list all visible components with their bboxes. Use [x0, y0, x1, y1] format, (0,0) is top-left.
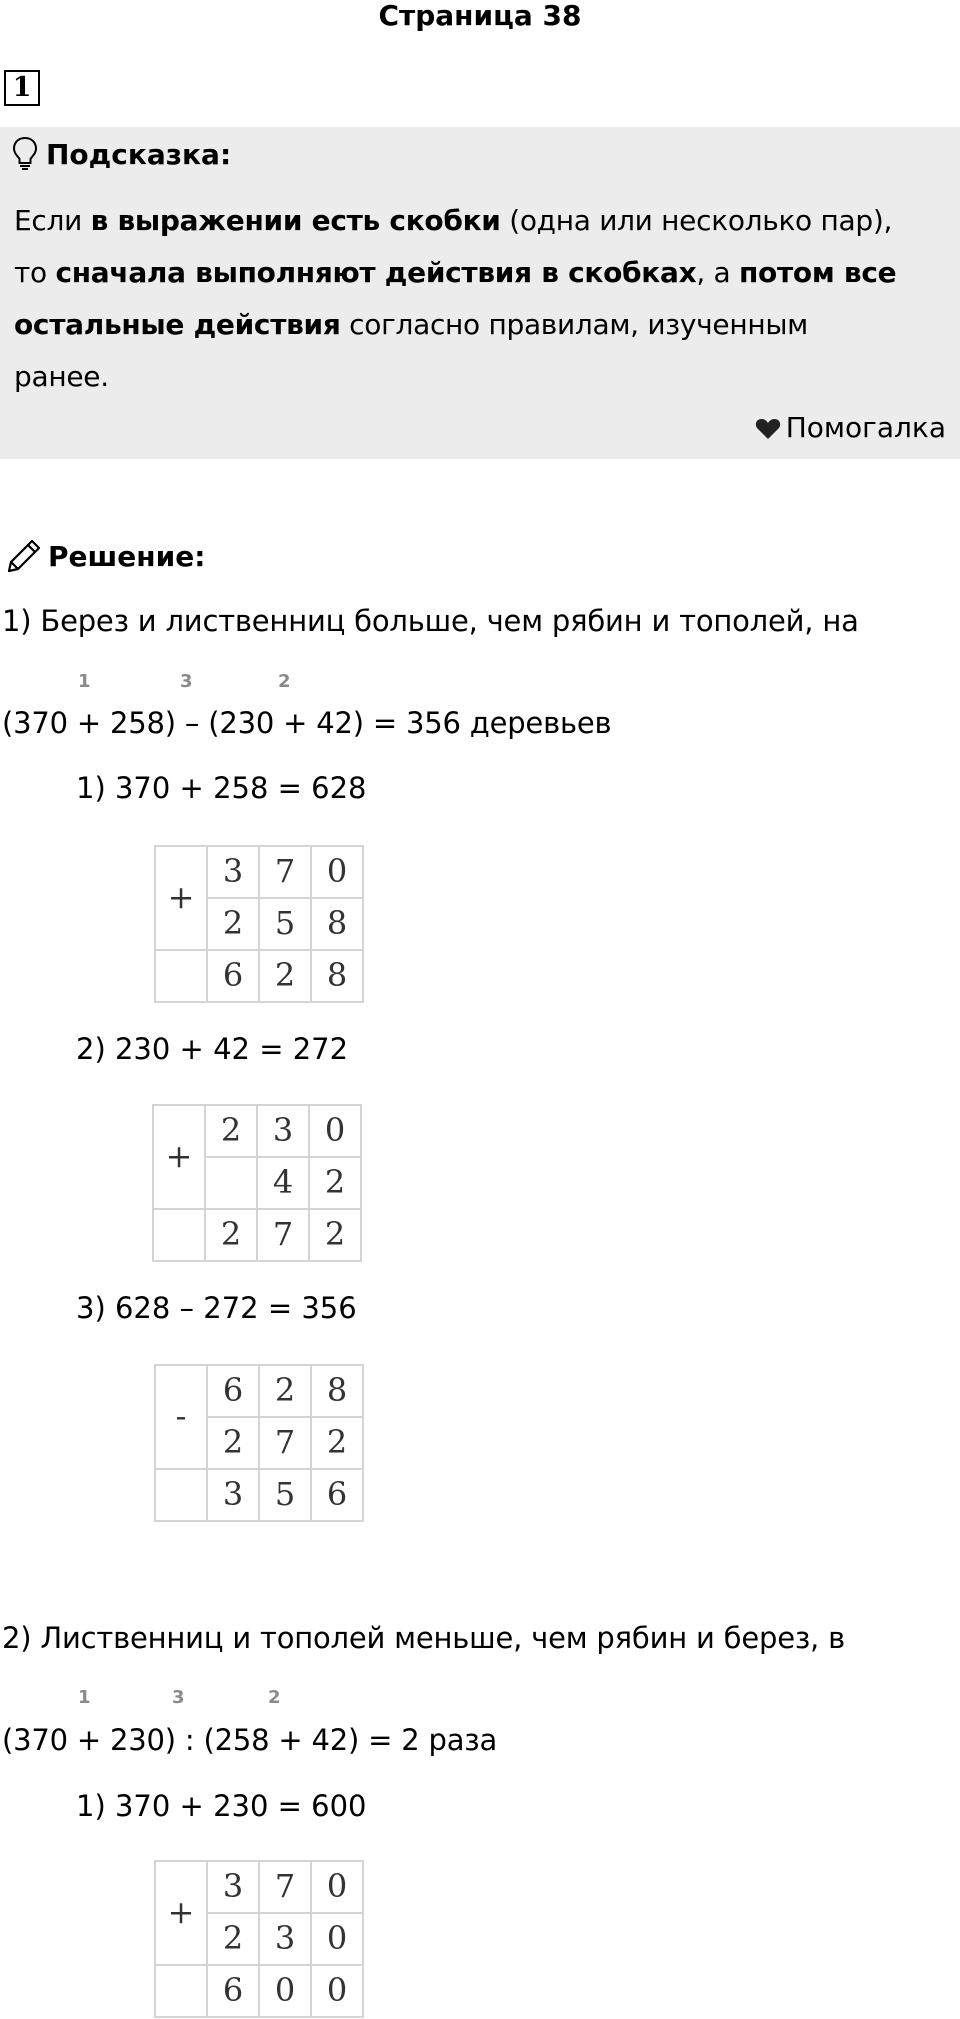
digit: 3 [259, 1913, 311, 1965]
hint-line-1: Если в выражении есть скобки (одна или несколько пар), [14, 204, 893, 237]
expression-1: (370 + 258) – (230 + 42) = 356 деревьев [2, 706, 612, 740]
digit: 2 [207, 898, 259, 950]
digit: 0 [309, 1105, 361, 1157]
digit: 4 [257, 1157, 309, 1209]
step-text: 1) 370 + 258 = 628 [76, 771, 367, 805]
digit: 6 [207, 1965, 259, 2017]
task-number: 1 [4, 70, 40, 106]
digit: 6 [207, 950, 259, 1002]
digit: 2 [259, 1365, 311, 1417]
step-text: 1) 370 + 230 = 600 [76, 1789, 367, 1823]
lightbulb-icon [12, 136, 38, 170]
question-1: 1) Берез и лиственниц больше, чем рябин и тополей, на [2, 604, 859, 638]
digit: 7 [257, 1209, 309, 1261]
digit: 5 [259, 1469, 311, 1521]
digit: 3 [207, 1469, 259, 1521]
digit: 7 [259, 1417, 311, 1469]
order-mark: 2 [278, 671, 291, 692]
digit: 3 [207, 846, 259, 898]
step-text: 3) 628 – 272 = 356 [76, 1291, 357, 1325]
digit: 2 [309, 1157, 361, 1209]
hint-line-2: то сначала выполняют действия в скобках, а потом все [14, 256, 897, 289]
digit: 0 [311, 1965, 363, 2017]
order-mark: 1 [78, 1687, 91, 1708]
digit: 7 [259, 846, 311, 898]
digit: 8 [311, 950, 363, 1002]
digit: 2 [207, 1417, 259, 1469]
empty-cell [155, 1965, 207, 2017]
digit: 7 [259, 1861, 311, 1913]
solution-title: Решение: [48, 540, 206, 573]
operator-sign: + [153, 1105, 205, 1209]
digit: 2 [309, 1209, 361, 1261]
hint-title: Подсказка: [46, 138, 232, 171]
digit: 2 [259, 950, 311, 1002]
page-title: Страница 38 [378, 0, 582, 32]
solution-heading [6, 538, 205, 575]
order-mark: 3 [172, 1687, 185, 1708]
digit: 2 [207, 1913, 259, 1965]
digit: 3 [257, 1105, 309, 1157]
source-credit: Помогалка [754, 410, 946, 446]
empty-cell [153, 1209, 205, 1261]
digit: 2 [205, 1105, 257, 1157]
digit: 5 [259, 898, 311, 950]
digit: 0 [311, 846, 363, 898]
hint-line-3: остальные действия согласно правилам, изученным [14, 308, 808, 341]
column-calculation [152, 1104, 362, 1262]
empty-cell [155, 950, 207, 1002]
operator-sign: + [155, 1861, 207, 1965]
digit [205, 1157, 257, 1209]
digit: 2 [311, 1417, 363, 1469]
order-mark: 1 [78, 671, 91, 692]
digit: 8 [311, 1365, 363, 1417]
digit: 6 [207, 1365, 259, 1417]
digit: 0 [259, 1965, 311, 2017]
digit: 0 [311, 1861, 363, 1913]
order-mark: 3 [180, 671, 193, 692]
digit: 0 [311, 1913, 363, 1965]
order-mark: 2 [268, 1687, 281, 1708]
empty-cell [155, 1469, 207, 1521]
heart-icon [754, 417, 782, 441]
digit: 8 [311, 898, 363, 950]
digit: 2 [205, 1209, 257, 1261]
digit: 3 [207, 1861, 259, 1913]
operator-sign: - [155, 1365, 207, 1469]
digit: 6 [311, 1469, 363, 1521]
column-calculation [154, 845, 364, 1003]
column-calculation [154, 1364, 364, 1522]
step-text: 2) 230 + 42 = 272 [76, 1032, 349, 1066]
column-calculation [154, 1860, 364, 2018]
question-2: 2) Лиственниц и тополей меньше, чем рябин и берез, в [2, 1621, 845, 1655]
hint-heading [12, 136, 231, 173]
operator-sign: + [155, 846, 207, 950]
expression-2: (370 + 230) : (258 + 42) = 2 раза [2, 1723, 498, 1757]
pencil-icon [6, 538, 42, 574]
hint-line-4: ранее. [14, 360, 109, 393]
